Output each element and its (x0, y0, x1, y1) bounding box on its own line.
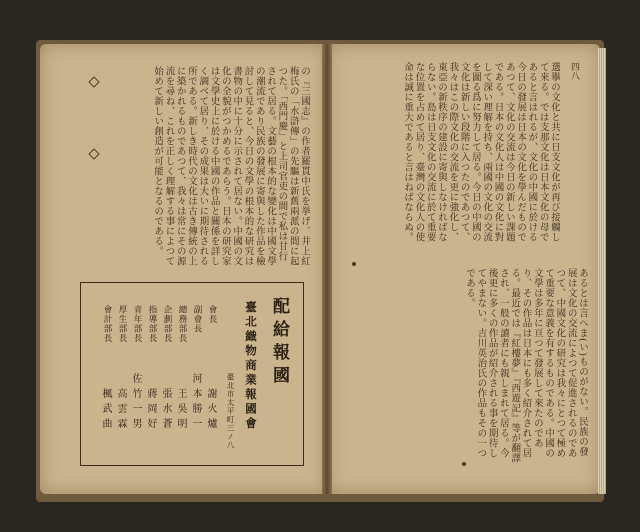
officer-name: 蔣岡好 (145, 388, 156, 433)
ad-officer (98, 305, 113, 433)
officer-role: 企劃部長 (162, 305, 172, 343)
officer-name: 佐竹一男 (130, 373, 141, 433)
ad-officer (188, 305, 203, 433)
ad-officer (113, 305, 128, 433)
ad-officer (158, 305, 173, 433)
right-page-upper-text: 選擧の文化と共に日支文化が再び接觸して來る。では支那文化は日本文化の母であると言はれるが、文化の中國に於ける今日の發展は日本の文化を學んだものであつて、文化の交流は今日の新しい課題である。日本の文化人は中國の文化に對して深い理解を持ち、兩國の文化の交流を圖る爲に努力して居る。今日の中國の文化は新しい段階に入つたのであつて、我々はこの際文化の交流を更に強化し、東亞の新秩序の建設に寄與しなければならない。島は日支文化の交流に於て重要な位置を占めて居り、臺灣の文化人の使命は誠に重大であると言はねばならぬ。 (402, 62, 560, 242)
page-number: 四八 (569, 62, 579, 80)
page-marker-dot (352, 262, 356, 266)
officer-name: 張水蒼 (160, 388, 171, 433)
ad-organization: 臺北織物商業報國會 (244, 301, 258, 432)
officer-role: 青年部長 (132, 305, 142, 343)
officer-role: 副會長 (192, 305, 202, 334)
officer-role: 厚生部長 (117, 305, 127, 343)
officer-role: 總務部長 (177, 305, 187, 343)
left-page-body-text: の『三國志』の作者羅貫中氏を挙げ、井上紅梅氏の「水滸傳」の先驅は新舊兩派の間に起つた。「西門慶」と上司官吏の間で私は甘行されて居る。文藝の根本的な變化は中國文學の潮流であり民族の發展に寄與した作品を檢討して見ると、今日の文學の根本的な研究は書物の中に十分に示されて居ない。中國の文化の全貌がつかめるであらう。日本の研究家は文學史上に於ける中國の作品と關係を詳しく調べて居り、その成果は大いに期待される所である。新しき時代の文化は古き傳統の上に築かれるものであつて、我々は常にその源流を尋ね、これを正しく理解する事によつて始めて新しい創造が可能となるのである。 (152, 66, 310, 266)
officer-name: 謝火爐 (205, 388, 216, 433)
ad-officer (128, 305, 143, 433)
page-marker-dot (462, 462, 466, 466)
officer-name: 王吳明 (175, 388, 186, 433)
ad-officer (203, 305, 218, 433)
officer-name: 高雲霖 (115, 388, 126, 433)
right-page-lower-text: あるとは言へま(い)ものがない。民族の發展は文化の交流によつて促進されるのであつて、中國文化の研究は我々にとつて極めて重要な意義を有するものである。中國の文學は多年に亘つて發展して來たのであり、その作品は日本にも多く紹介されて居る。最近では『紅樓夢』『西遊記』等が翻譯され、一般の讀者にも親しまれて居る。今後更に多くの作品が紹介される事を期待してやまない。吉川英治氏の作品もその一つである。 (464, 268, 588, 464)
ad-officer (143, 305, 158, 433)
advertisement-box (80, 282, 304, 466)
ad-officer (173, 305, 188, 433)
officer-role: 會長 (207, 305, 217, 324)
officer-role: 會計部長 (102, 305, 112, 343)
book-gutter (322, 44, 332, 494)
page-edges (598, 48, 606, 494)
ad-address: 臺北市太平町三ノ八 (226, 373, 235, 450)
officer-role: 指導部長 (147, 305, 157, 343)
officer-name: 河本勝一 (190, 373, 201, 433)
ad-title: 配給報國 (269, 297, 289, 389)
officer-name: 楓武曲 (100, 388, 111, 433)
